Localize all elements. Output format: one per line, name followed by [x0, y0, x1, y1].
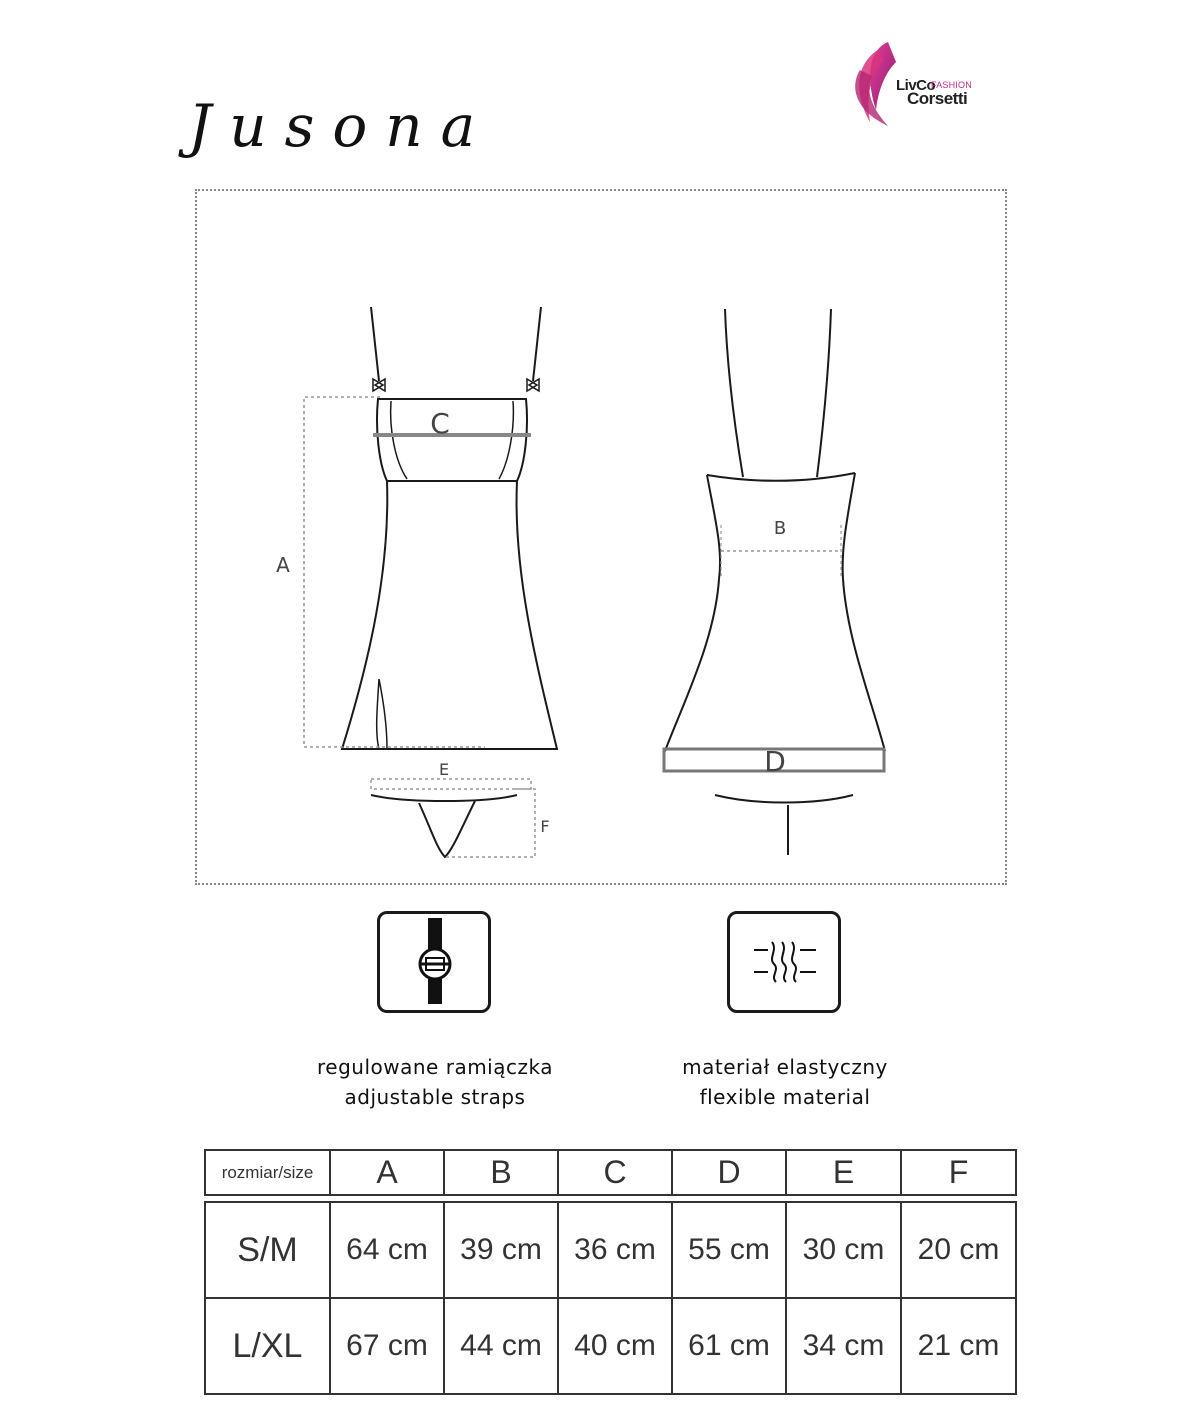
flexible-material-badge: [727, 911, 841, 1013]
logo-text-livco: LivCo: [896, 77, 936, 94]
size-table: [204, 1201, 1017, 1395]
column-header-c: C: [558, 1150, 672, 1195]
feature-straps-text: [245, 1052, 625, 1112]
feature-material-label-pl: materiał elastyczny: [682, 1055, 888, 1079]
size-cell: L/XL: [205, 1298, 330, 1394]
value-cell: 39 cm: [444, 1202, 558, 1298]
feature-material-label-en: flexible material: [699, 1085, 871, 1109]
front-view-drawing: [342, 307, 557, 749]
value-cell: 34 cm: [786, 1298, 901, 1394]
logo-text-corsetti: Corsetti: [907, 89, 968, 108]
feature-straps-label-pl: regulowane ramiączka: [317, 1055, 553, 1079]
feature-material-text: [595, 1052, 975, 1112]
measure-e-line: [371, 779, 531, 789]
table-row: [205, 1202, 1016, 1298]
thong-back-drawing: [715, 795, 853, 855]
table-row: [205, 1298, 1016, 1394]
value-cell: 44 cm: [444, 1298, 558, 1394]
product-title: Jusona: [188, 92, 494, 160]
value-cell: 55 cm: [672, 1202, 786, 1298]
garment-diagram: [195, 189, 1007, 885]
adjustable-strap-icon: [380, 914, 488, 1010]
thong-front-drawing: [371, 795, 517, 857]
adjustable-straps-badge: [377, 911, 491, 1013]
value-cell: 21 cm: [901, 1298, 1016, 1394]
column-header-e: E: [786, 1150, 901, 1195]
elastic-material-icon: [730, 914, 838, 1010]
value-cell: 30 cm: [786, 1202, 901, 1298]
size-table-header: [204, 1149, 1017, 1196]
label-e: E: [438, 760, 450, 779]
value-cell: 64 cm: [330, 1202, 444, 1298]
label-a: A: [276, 553, 290, 577]
value-cell: 40 cm: [558, 1298, 672, 1394]
label-d: D: [764, 745, 786, 778]
label-b: B: [773, 518, 787, 539]
feature-straps-label-en: adjustable straps: [344, 1085, 526, 1109]
value-cell: 36 cm: [558, 1202, 672, 1298]
logo-text-fashion: FASHION: [931, 80, 972, 90]
column-header-f: F: [901, 1150, 1016, 1195]
column-header-b: B: [444, 1150, 558, 1195]
column-header-a: A: [330, 1150, 444, 1195]
value-cell: 67 cm: [330, 1298, 444, 1394]
size-column-header: rozmiar/size: [205, 1150, 330, 1195]
measure-c-line: [373, 433, 531, 437]
label-f: F: [540, 817, 550, 836]
label-c: C: [430, 407, 450, 440]
value-cell: 61 cm: [672, 1298, 786, 1394]
value-cell: 20 cm: [901, 1202, 1016, 1298]
size-cell: S/M: [205, 1202, 330, 1298]
column-header-d: D: [672, 1150, 786, 1195]
